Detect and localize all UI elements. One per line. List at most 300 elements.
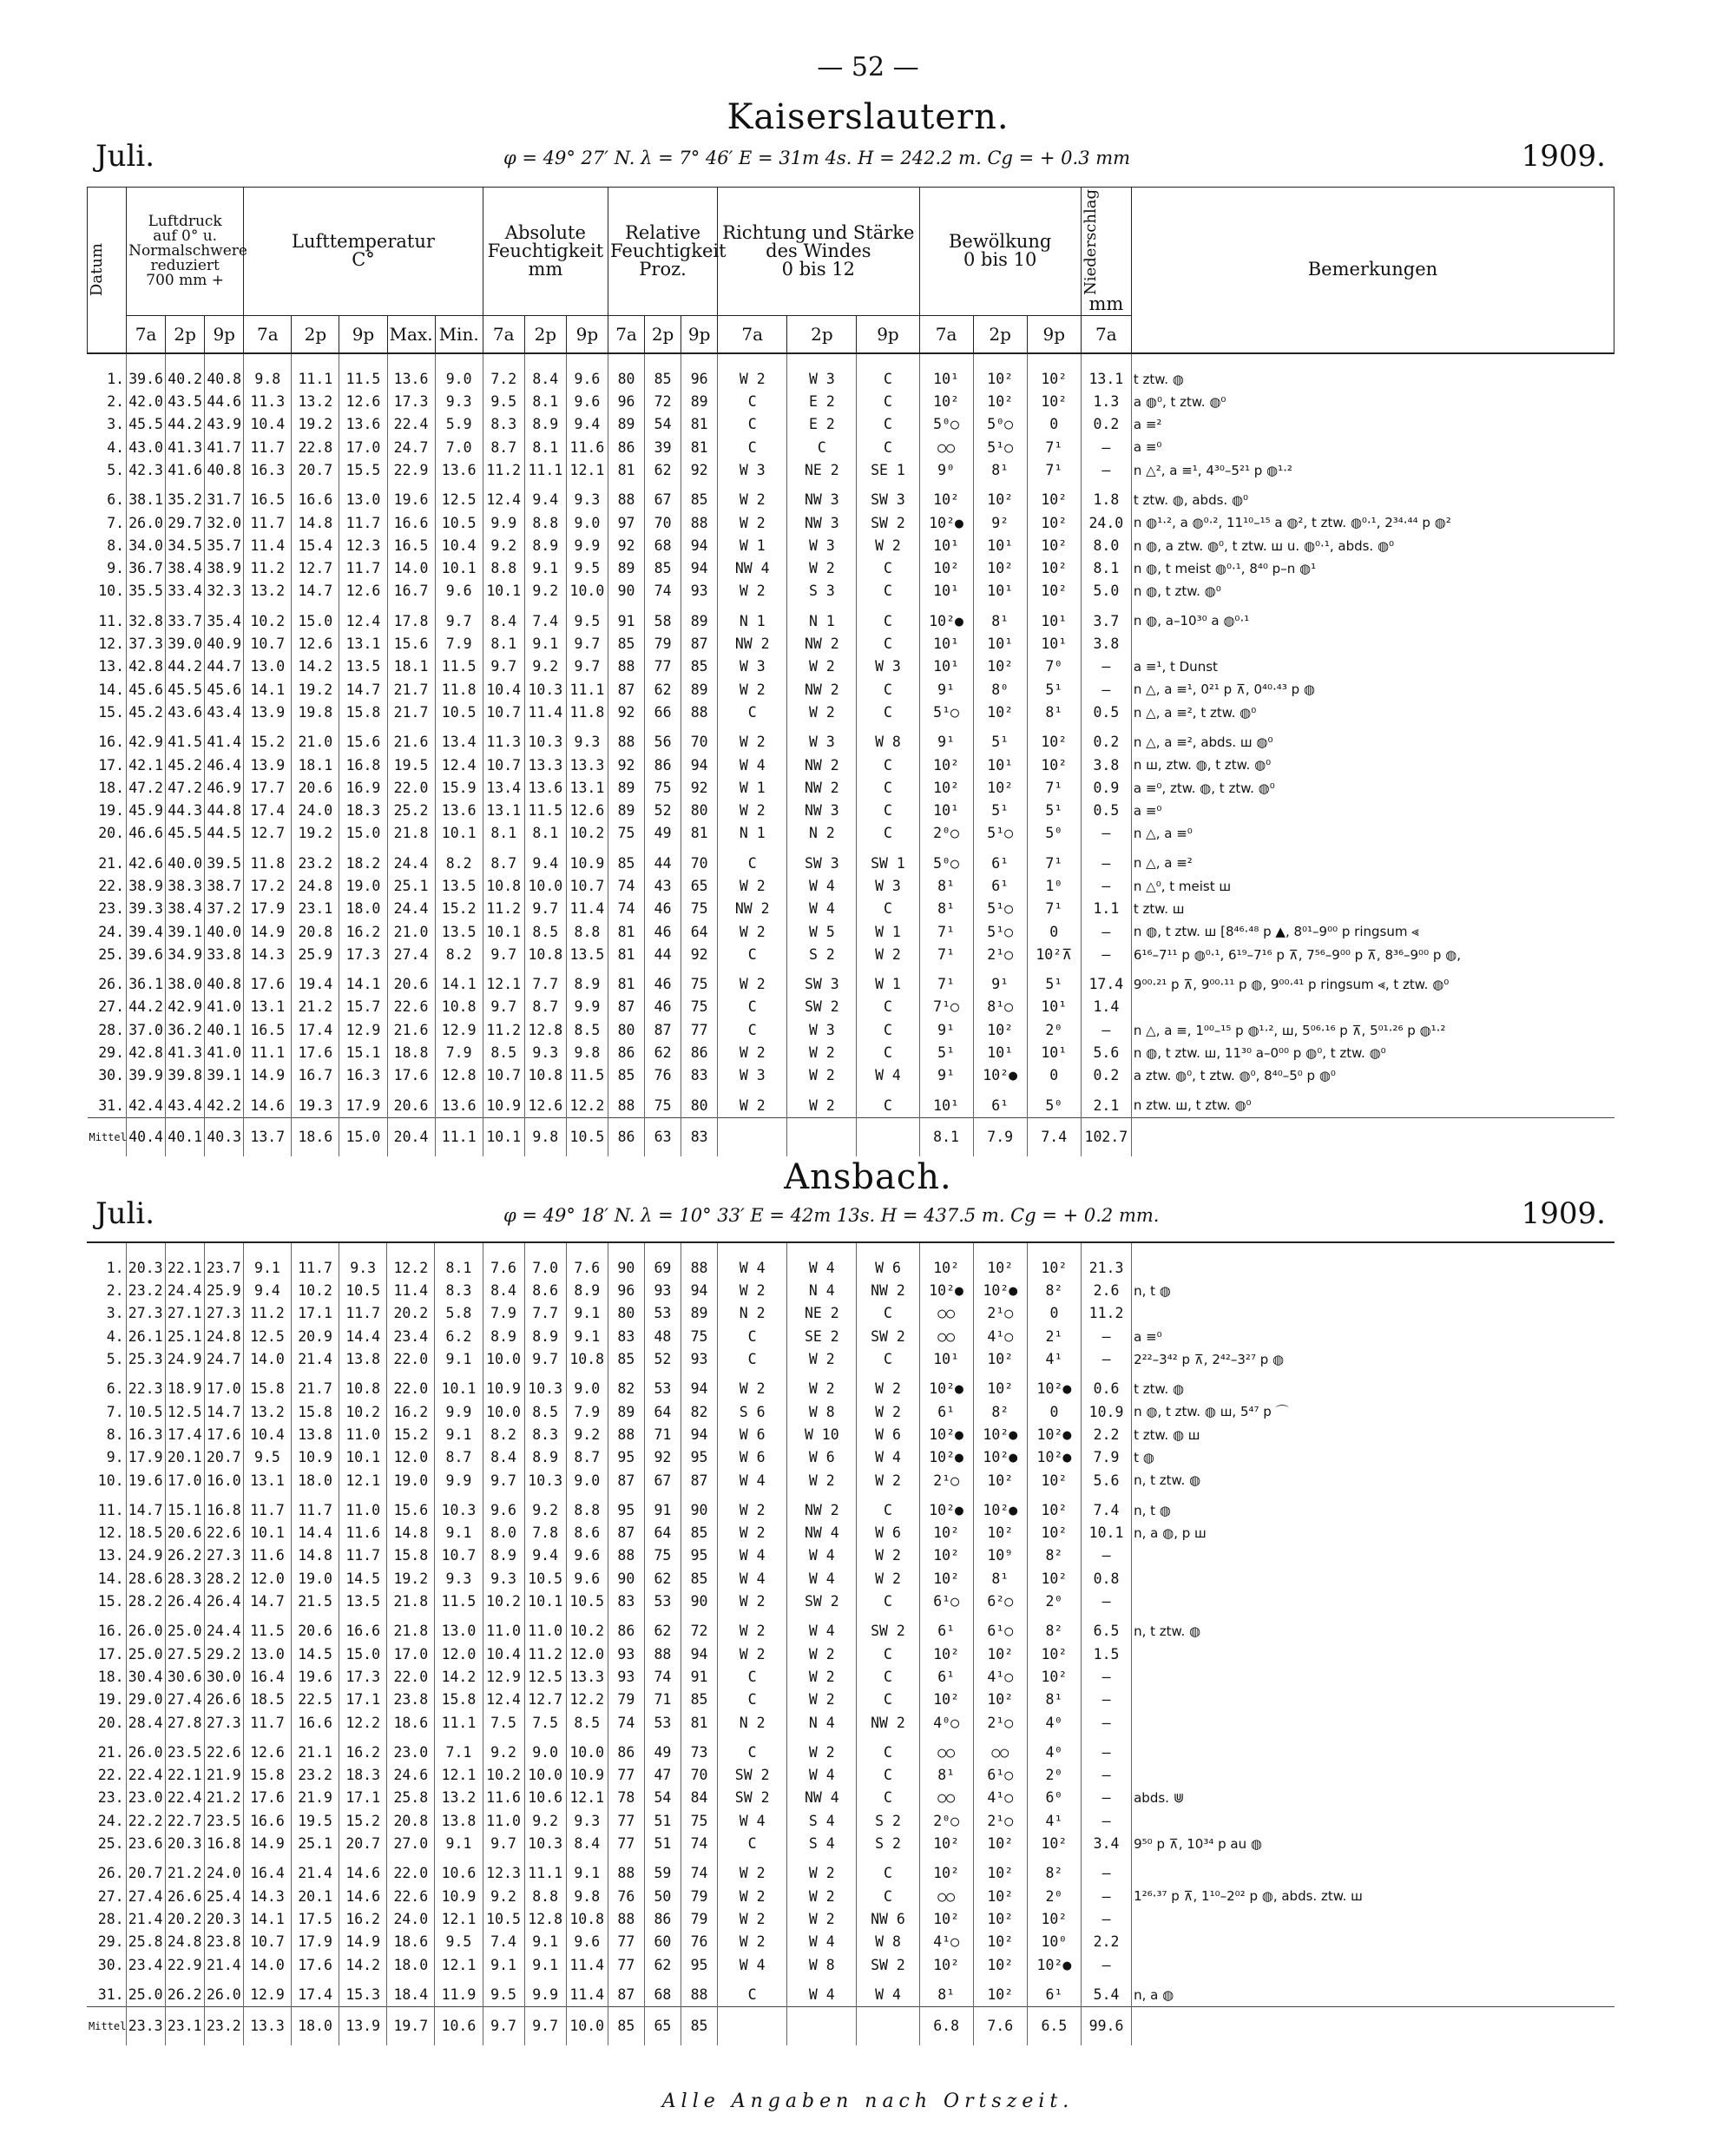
data-cell: 62 xyxy=(644,1568,681,1590)
data-cell: 13.1 xyxy=(1081,368,1131,391)
data-cell: 9.4 xyxy=(524,489,566,511)
data-cell: 15.2 xyxy=(387,1424,435,1446)
subheader-t7 xyxy=(608,315,644,353)
data-cell: 1.5 xyxy=(1081,1643,1131,1666)
data-cell: 95 xyxy=(608,1499,644,1522)
data-cell: 10¹ xyxy=(1027,633,1081,655)
data-cell: W 2 xyxy=(718,921,787,944)
data-cell: 7¹ xyxy=(919,921,973,944)
data-cell: 28.2 xyxy=(204,1568,243,1590)
data-cell: C xyxy=(718,1348,787,1371)
data-cell: W 2 xyxy=(718,1280,787,1302)
data-cell: 10² xyxy=(919,391,973,413)
data-cell: 8.6 xyxy=(566,1522,608,1544)
data-cell: 14.1 xyxy=(435,973,483,996)
header-label: Relative Feuchtigkeit xyxy=(609,221,727,261)
data-cell: 9.4 xyxy=(566,413,608,436)
data-cell: C xyxy=(718,853,787,875)
mean-cell: 7.9 xyxy=(973,1118,1027,1157)
data-cell: 6¹ xyxy=(973,1095,1027,1118)
data-cell: 5¹ xyxy=(1027,800,1081,822)
data-cell: 7¹ xyxy=(919,944,973,966)
data-cell: 75 xyxy=(645,777,681,800)
data-cell: 7¹ xyxy=(1027,853,1081,875)
data-cell: 9.1 xyxy=(435,1522,483,1544)
data-cell: N 4 xyxy=(787,1712,857,1735)
data-cell: 12.7 xyxy=(524,1689,566,1711)
data-cell: 21.3 xyxy=(1081,1257,1131,1280)
data-cell: 18.3 xyxy=(339,800,387,822)
data-cell: 18.6 xyxy=(387,1931,435,1953)
data-cell: 7.1 xyxy=(435,1742,483,1764)
data-cell: 18.0 xyxy=(292,1470,339,1492)
data-cell: 8⁰ xyxy=(973,679,1027,701)
data-cell: W 4 xyxy=(718,1257,787,1280)
data-cell: 3.4 xyxy=(1081,1833,1131,1855)
data-cell: 94 xyxy=(681,1424,717,1446)
data-cell: 10²● xyxy=(919,512,973,535)
data-cell: 12.9 xyxy=(339,1019,387,1042)
data-cell: 23.8 xyxy=(387,1689,435,1711)
data-cell: 39.4 xyxy=(127,921,166,944)
remarks-cell: a ≡⁰, ztw. ◍, t ztw. ◍⁰ xyxy=(1131,777,1614,800)
data-cell: 85 xyxy=(645,368,681,391)
data-cell: 16.8 xyxy=(204,1499,243,1522)
data-cell: 9.6 xyxy=(483,1499,524,1522)
data-cell: 20.6 xyxy=(292,1620,339,1643)
data-cell: 24.8 xyxy=(165,1931,204,1953)
date-cell: 16. xyxy=(98,734,125,751)
table-row xyxy=(88,1064,1614,1087)
data-cell: W 2 xyxy=(787,1378,857,1400)
data-cell: 92 xyxy=(608,701,644,724)
data-cell: W 6 xyxy=(857,1522,919,1544)
header-label: mm xyxy=(1088,293,1124,314)
data-cell: 24.7 xyxy=(204,1348,243,1371)
data-cell: SW 2 xyxy=(718,1788,787,1810)
data-cell: 2.1 xyxy=(1081,1095,1131,1118)
data-cell: W 2 xyxy=(718,875,787,898)
data-cell: – xyxy=(1081,853,1131,875)
data-cell: 74 xyxy=(608,898,644,920)
data-cell: 9.1 xyxy=(566,1862,608,1885)
data-cell: 36.2 xyxy=(166,1019,205,1042)
data-cell: 23.0 xyxy=(387,1742,435,1764)
mean-cell: 85 xyxy=(608,2007,644,2046)
mean-cell: 18.6 xyxy=(292,1118,339,1157)
data-cell: 28.2 xyxy=(126,1590,165,1613)
data-cell: 20.6 xyxy=(387,1095,435,1118)
data-cell: NW 2 xyxy=(787,1499,857,1522)
data-cell: N 2 xyxy=(787,823,857,846)
data-cell: 10²● xyxy=(919,1424,973,1446)
table-row xyxy=(88,777,1614,800)
data-cell: 10²● xyxy=(919,1378,973,1400)
data-cell: W 4 xyxy=(857,1984,919,2007)
mean-cell xyxy=(787,1118,857,1157)
data-cell: 9.3 xyxy=(483,1568,524,1590)
data-cell: 27.4 xyxy=(165,1689,204,1711)
data-cell: 27.3 xyxy=(204,1712,243,1735)
date-cell: 20. xyxy=(97,1714,124,1731)
data-cell: 83 xyxy=(681,1064,718,1087)
data-cell: 10¹ xyxy=(919,535,973,557)
data-cell: W 2 xyxy=(857,944,919,966)
date-cell: 1. xyxy=(107,370,125,387)
data-cell: 25.0 xyxy=(126,1984,165,2007)
data-cell: 25.3 xyxy=(126,1348,165,1371)
data-cell: 10² xyxy=(1027,557,1081,580)
data-cell: 39 xyxy=(645,437,681,459)
subheader-max xyxy=(387,315,435,353)
data-cell: 16.6 xyxy=(292,489,339,511)
data-cell: 39.6 xyxy=(127,368,166,391)
remarks-cell: t ◍ xyxy=(1132,1446,1614,1469)
mean-cell xyxy=(857,1118,919,1157)
column-rel-feuchtigkeit xyxy=(608,188,727,316)
table-row xyxy=(87,1886,1614,1908)
data-cell: C xyxy=(718,701,787,724)
table-row xyxy=(87,1326,1614,1348)
data-cell: 17.9 xyxy=(126,1446,165,1469)
data-cell: 21.7 xyxy=(387,679,435,701)
remarks-cell xyxy=(1132,1568,1614,1590)
data-cell: 7.5 xyxy=(524,1712,566,1735)
data-cell: 11.7 xyxy=(339,512,387,535)
data-cell: – xyxy=(1081,1712,1131,1735)
data-cell: 37.3 xyxy=(127,633,166,655)
data-cell: W 6 xyxy=(787,1446,857,1469)
data-cell: 10.6 xyxy=(435,1862,483,1885)
table-row xyxy=(87,1470,1614,1492)
data-cell: 7.9 xyxy=(435,633,483,655)
data-cell: 14.0 xyxy=(387,557,435,580)
data-cell: 2.6 xyxy=(1081,1280,1131,1302)
date-cell: 8. xyxy=(106,1426,124,1443)
data-cell: 10.8 xyxy=(435,997,483,1019)
data-cell: 8.5 xyxy=(566,1019,608,1042)
data-cell: 8.1 xyxy=(524,823,566,846)
data-cell: 18.2 xyxy=(339,853,387,875)
data-cell: 47 xyxy=(644,1764,681,1787)
data-cell: 83 xyxy=(608,1326,644,1348)
data-cell: 13.9 xyxy=(244,754,292,777)
data-cell: 11.6 xyxy=(566,437,608,459)
remarks-cell: t ztw. ◍ xyxy=(1131,368,1614,391)
data-cell: 8.9 xyxy=(524,1446,566,1469)
subheader-t7 xyxy=(483,315,524,353)
data-cell: N 2 xyxy=(718,1712,787,1735)
data-cell: 81 xyxy=(681,413,718,436)
table-header xyxy=(88,188,1614,353)
data-cell: 7¹ xyxy=(1027,437,1081,459)
data-cell: 66 xyxy=(645,701,681,724)
data-cell: 11.2 xyxy=(483,898,524,920)
remarks-cell: a ≡⁰ xyxy=(1131,437,1614,459)
remarks-cell: n △⁰, t meist ꟺ xyxy=(1131,875,1614,898)
subheader-t9 xyxy=(566,315,608,353)
data-cell: 10.1 xyxy=(524,1590,566,1613)
date-cell: 13. xyxy=(98,658,125,675)
data-cell: W 2 xyxy=(718,973,787,996)
data-cell: 75 xyxy=(644,1545,681,1568)
mean-cell: 40.4 xyxy=(127,1118,166,1157)
data-cell: 11.0 xyxy=(339,1424,387,1446)
remarks-cell: n △, a ≡² xyxy=(1131,853,1614,875)
data-cell: 87 xyxy=(608,1984,644,2007)
data-cell: 25.8 xyxy=(126,1931,165,1953)
data-cell: 13.8 xyxy=(339,1348,387,1371)
data-cell: 46 xyxy=(645,921,681,944)
data-cell: 24.9 xyxy=(126,1545,165,1568)
data-cell: 9.6 xyxy=(566,1568,608,1590)
data-cell: 88 xyxy=(608,731,644,754)
data-cell: 10.2 xyxy=(339,1401,387,1424)
data-cell: 10² xyxy=(919,1568,973,1590)
data-cell: 14.9 xyxy=(244,1064,292,1087)
data-cell: 17.6 xyxy=(292,1954,339,1977)
data-cell: 40.9 xyxy=(205,633,244,655)
mean-cell: 102.7 xyxy=(1081,1118,1131,1157)
data-cell: 13.4 xyxy=(435,731,483,754)
data-cell: 10.7 xyxy=(483,1064,524,1087)
column-bemerkungen xyxy=(1131,188,1614,353)
header-label: 9p xyxy=(352,323,375,345)
data-cell: 8.1 xyxy=(483,633,524,655)
data-cell: C xyxy=(857,557,919,580)
data-cell: 12.6 xyxy=(339,581,387,603)
data-cell: 6.2 xyxy=(435,1326,483,1348)
data-cell: 9.7 xyxy=(483,1470,524,1492)
data-cell: 8.9 xyxy=(524,1326,566,1348)
remarks-cell: a ≡⁰ xyxy=(1132,1326,1614,1348)
data-cell: 18.1 xyxy=(387,655,435,678)
data-cell: C xyxy=(857,1019,919,1042)
data-cell: 89 xyxy=(608,1401,644,1424)
data-cell: 2⁰ xyxy=(1027,1590,1081,1613)
data-cell: 11.1 xyxy=(435,1712,483,1735)
data-cell: W 4 xyxy=(857,1064,919,1087)
data-cell: 22.6 xyxy=(204,1522,243,1544)
data-cell: W 3 xyxy=(787,1019,857,1042)
data-cell: 7¹ xyxy=(1027,898,1081,920)
data-cell: 21.6 xyxy=(387,731,435,754)
data-cell: 11.7 xyxy=(292,1499,339,1522)
table-row xyxy=(88,1042,1614,1064)
data-cell: 46.4 xyxy=(205,754,244,777)
data-cell: C xyxy=(857,1303,919,1326)
mean-row xyxy=(88,1118,1614,1157)
data-cell: 16.0 xyxy=(204,1470,243,1492)
remarks-cell xyxy=(1132,1689,1614,1711)
data-cell: 42.9 xyxy=(166,997,205,1019)
remarks-cell: n, a ◍, p ꟺ xyxy=(1132,1522,1614,1544)
data-cell: 10.3 xyxy=(524,1833,566,1855)
data-cell: 74 xyxy=(608,1712,644,1735)
date-cell: 22. xyxy=(98,878,125,894)
data-cell: 41.3 xyxy=(166,1042,205,1064)
data-cell: 85 xyxy=(681,1522,717,1544)
remarks-cell: n ztw. ꟺ, t ztw. ◍⁰ xyxy=(1131,1095,1614,1118)
data-cell: 22.4 xyxy=(165,1788,204,1810)
data-cell: 9.6 xyxy=(566,391,608,413)
date-cell: 19. xyxy=(98,802,125,820)
data-cell: W 2 xyxy=(718,1042,787,1064)
data-cell: 11.5 xyxy=(435,655,483,678)
data-cell: 11.3 xyxy=(244,391,292,413)
data-cell: 13.6 xyxy=(524,777,566,800)
mean-label: Mittel xyxy=(88,1118,127,1157)
data-cell: 64 xyxy=(644,1522,681,1544)
data-cell: W 4 xyxy=(787,1620,857,1643)
data-cell: 9.2 xyxy=(483,535,524,557)
data-cell: NW 2 xyxy=(787,633,857,655)
data-cell: W 4 xyxy=(787,1568,857,1590)
data-cell: – xyxy=(1081,1954,1131,1977)
remarks-cell: n △, a ≡², t ztw. ◍⁰ xyxy=(1131,701,1614,724)
table-row xyxy=(87,1666,1614,1689)
weather-table-ansbach xyxy=(87,1241,1614,2045)
data-cell: 5¹○ xyxy=(973,437,1027,459)
data-cell: NW 2 xyxy=(718,633,787,655)
data-cell: 12.0 xyxy=(243,1568,291,1590)
data-cell: 80 xyxy=(681,800,718,822)
data-cell: 39.8 xyxy=(166,1064,205,1087)
data-cell: 8¹ xyxy=(973,610,1027,633)
data-cell: 9.0 xyxy=(566,1470,608,1492)
data-cell: 14.2 xyxy=(292,655,339,678)
remarks-cell: a ≡² xyxy=(1131,413,1614,436)
date-cell: 17. xyxy=(98,756,125,774)
remarks-cell: t ztw. ꟺ xyxy=(1131,898,1614,920)
data-cell: W 2 xyxy=(787,1348,857,1371)
data-cell: 10.0 xyxy=(566,581,608,603)
data-cell: 15.2 xyxy=(244,731,292,754)
data-cell: 39.5 xyxy=(205,853,244,875)
data-cell: – xyxy=(1081,1019,1131,1042)
data-cell: 7.4 xyxy=(524,610,566,633)
data-cell: 20.7 xyxy=(126,1862,165,1885)
data-cell: 19.6 xyxy=(292,1666,339,1689)
data-cell: 23.5 xyxy=(165,1742,204,1764)
data-cell: 17.3 xyxy=(387,391,435,413)
data-cell: 17.6 xyxy=(292,1042,339,1064)
data-cell: 10.1 xyxy=(243,1522,291,1544)
data-cell: SW 2 xyxy=(718,1764,787,1787)
data-cell: 10.5 xyxy=(483,1908,524,1931)
data-cell: 13.5 xyxy=(435,875,483,898)
table-row xyxy=(87,1348,1614,1371)
page-number: — 52 — xyxy=(817,52,919,82)
data-cell: 4¹○ xyxy=(919,1931,973,1953)
data-cell: 11.2 xyxy=(1081,1303,1131,1326)
data-cell: 8¹ xyxy=(919,898,973,920)
data-cell: 14.1 xyxy=(244,679,292,701)
data-cell: 60 xyxy=(644,1931,681,1953)
table-row xyxy=(87,1908,1614,1931)
remarks-cell xyxy=(1132,1954,1614,1977)
data-cell: 78 xyxy=(608,1788,644,1810)
data-cell: 17.0 xyxy=(204,1378,243,1400)
header-label: 7a xyxy=(935,323,957,345)
data-cell: 13.6 xyxy=(339,413,387,436)
data-cell: W 2 xyxy=(857,1568,919,1590)
data-cell: 95 xyxy=(608,1446,644,1469)
data-cell: 21.2 xyxy=(292,997,339,1019)
data-cell: 10.3 xyxy=(435,1499,483,1522)
header-label: Min. xyxy=(438,323,479,345)
table-row xyxy=(88,1095,1614,1118)
data-cell: 20.6 xyxy=(292,777,339,800)
table-row xyxy=(87,1984,1614,2007)
data-cell: 41.3 xyxy=(166,437,205,459)
table-row xyxy=(88,754,1614,777)
mean-cell xyxy=(1132,2007,1614,2046)
mean-cell: 8.1 xyxy=(919,1118,973,1157)
data-cell: 9¹ xyxy=(919,679,973,701)
data-cell: 12.7 xyxy=(244,823,292,846)
data-cell: 10²● xyxy=(973,1424,1027,1446)
data-cell: 92 xyxy=(644,1446,681,1469)
data-cell: 11.1 xyxy=(566,679,608,701)
data-cell: 96 xyxy=(608,391,644,413)
data-cell: 48 xyxy=(644,1326,681,1348)
data-cell: 13.0 xyxy=(435,1620,483,1643)
data-cell: 95 xyxy=(681,1446,717,1469)
data-cell: 22.6 xyxy=(387,1886,435,1908)
data-cell: W 4 xyxy=(787,1764,857,1787)
data-cell: 10² xyxy=(973,1470,1027,1492)
data-cell: 10.7 xyxy=(566,875,608,898)
data-cell: 13.8 xyxy=(292,1424,339,1446)
subheader-t2 xyxy=(166,315,205,353)
data-cell: 47.2 xyxy=(166,777,205,800)
data-cell: W 2 xyxy=(718,1931,787,1953)
year-label: 1909. xyxy=(1521,1196,1606,1231)
data-cell: 14.7 xyxy=(126,1499,165,1522)
remarks-cell: a ◍⁰, t ztw. ◍⁰ xyxy=(1131,391,1614,413)
data-cell: 17.2 xyxy=(244,875,292,898)
data-cell: 20.6 xyxy=(387,973,435,996)
data-cell: 12.6 xyxy=(524,1095,566,1118)
date-cell: 25. xyxy=(97,1835,124,1853)
date-cell: 25. xyxy=(98,945,125,963)
mean-cell: 9.7 xyxy=(483,2007,524,2046)
header-label: 9p xyxy=(575,323,599,345)
data-cell: 10² xyxy=(973,557,1027,580)
table-row xyxy=(87,1303,1614,1326)
data-cell: 12.7 xyxy=(292,557,339,580)
data-cell: 11.1 xyxy=(244,1042,292,1064)
data-cell: 14.9 xyxy=(244,921,292,944)
remarks-cell: n, t ◍ xyxy=(1132,1499,1614,1522)
data-cell: W 4 xyxy=(718,1470,787,1492)
data-cell: 9⁰ xyxy=(919,459,973,482)
data-cell: 90 xyxy=(608,581,644,603)
data-cell: 9.1 xyxy=(524,633,566,655)
mean-cell: 9.7 xyxy=(524,2007,566,2046)
data-cell: 90 xyxy=(608,1257,644,1280)
data-cell: 54 xyxy=(645,413,681,436)
data-cell: 22.0 xyxy=(387,1378,435,1400)
data-cell: 12.9 xyxy=(483,1666,524,1689)
data-cell: 5.6 xyxy=(1081,1470,1131,1492)
data-cell: 2¹○ xyxy=(973,1303,1027,1326)
data-cell: 10.9 xyxy=(566,853,608,875)
column-abs-feuchtigkeit xyxy=(483,188,608,316)
data-cell: 88 xyxy=(644,1643,681,1666)
table-row xyxy=(88,997,1614,1019)
